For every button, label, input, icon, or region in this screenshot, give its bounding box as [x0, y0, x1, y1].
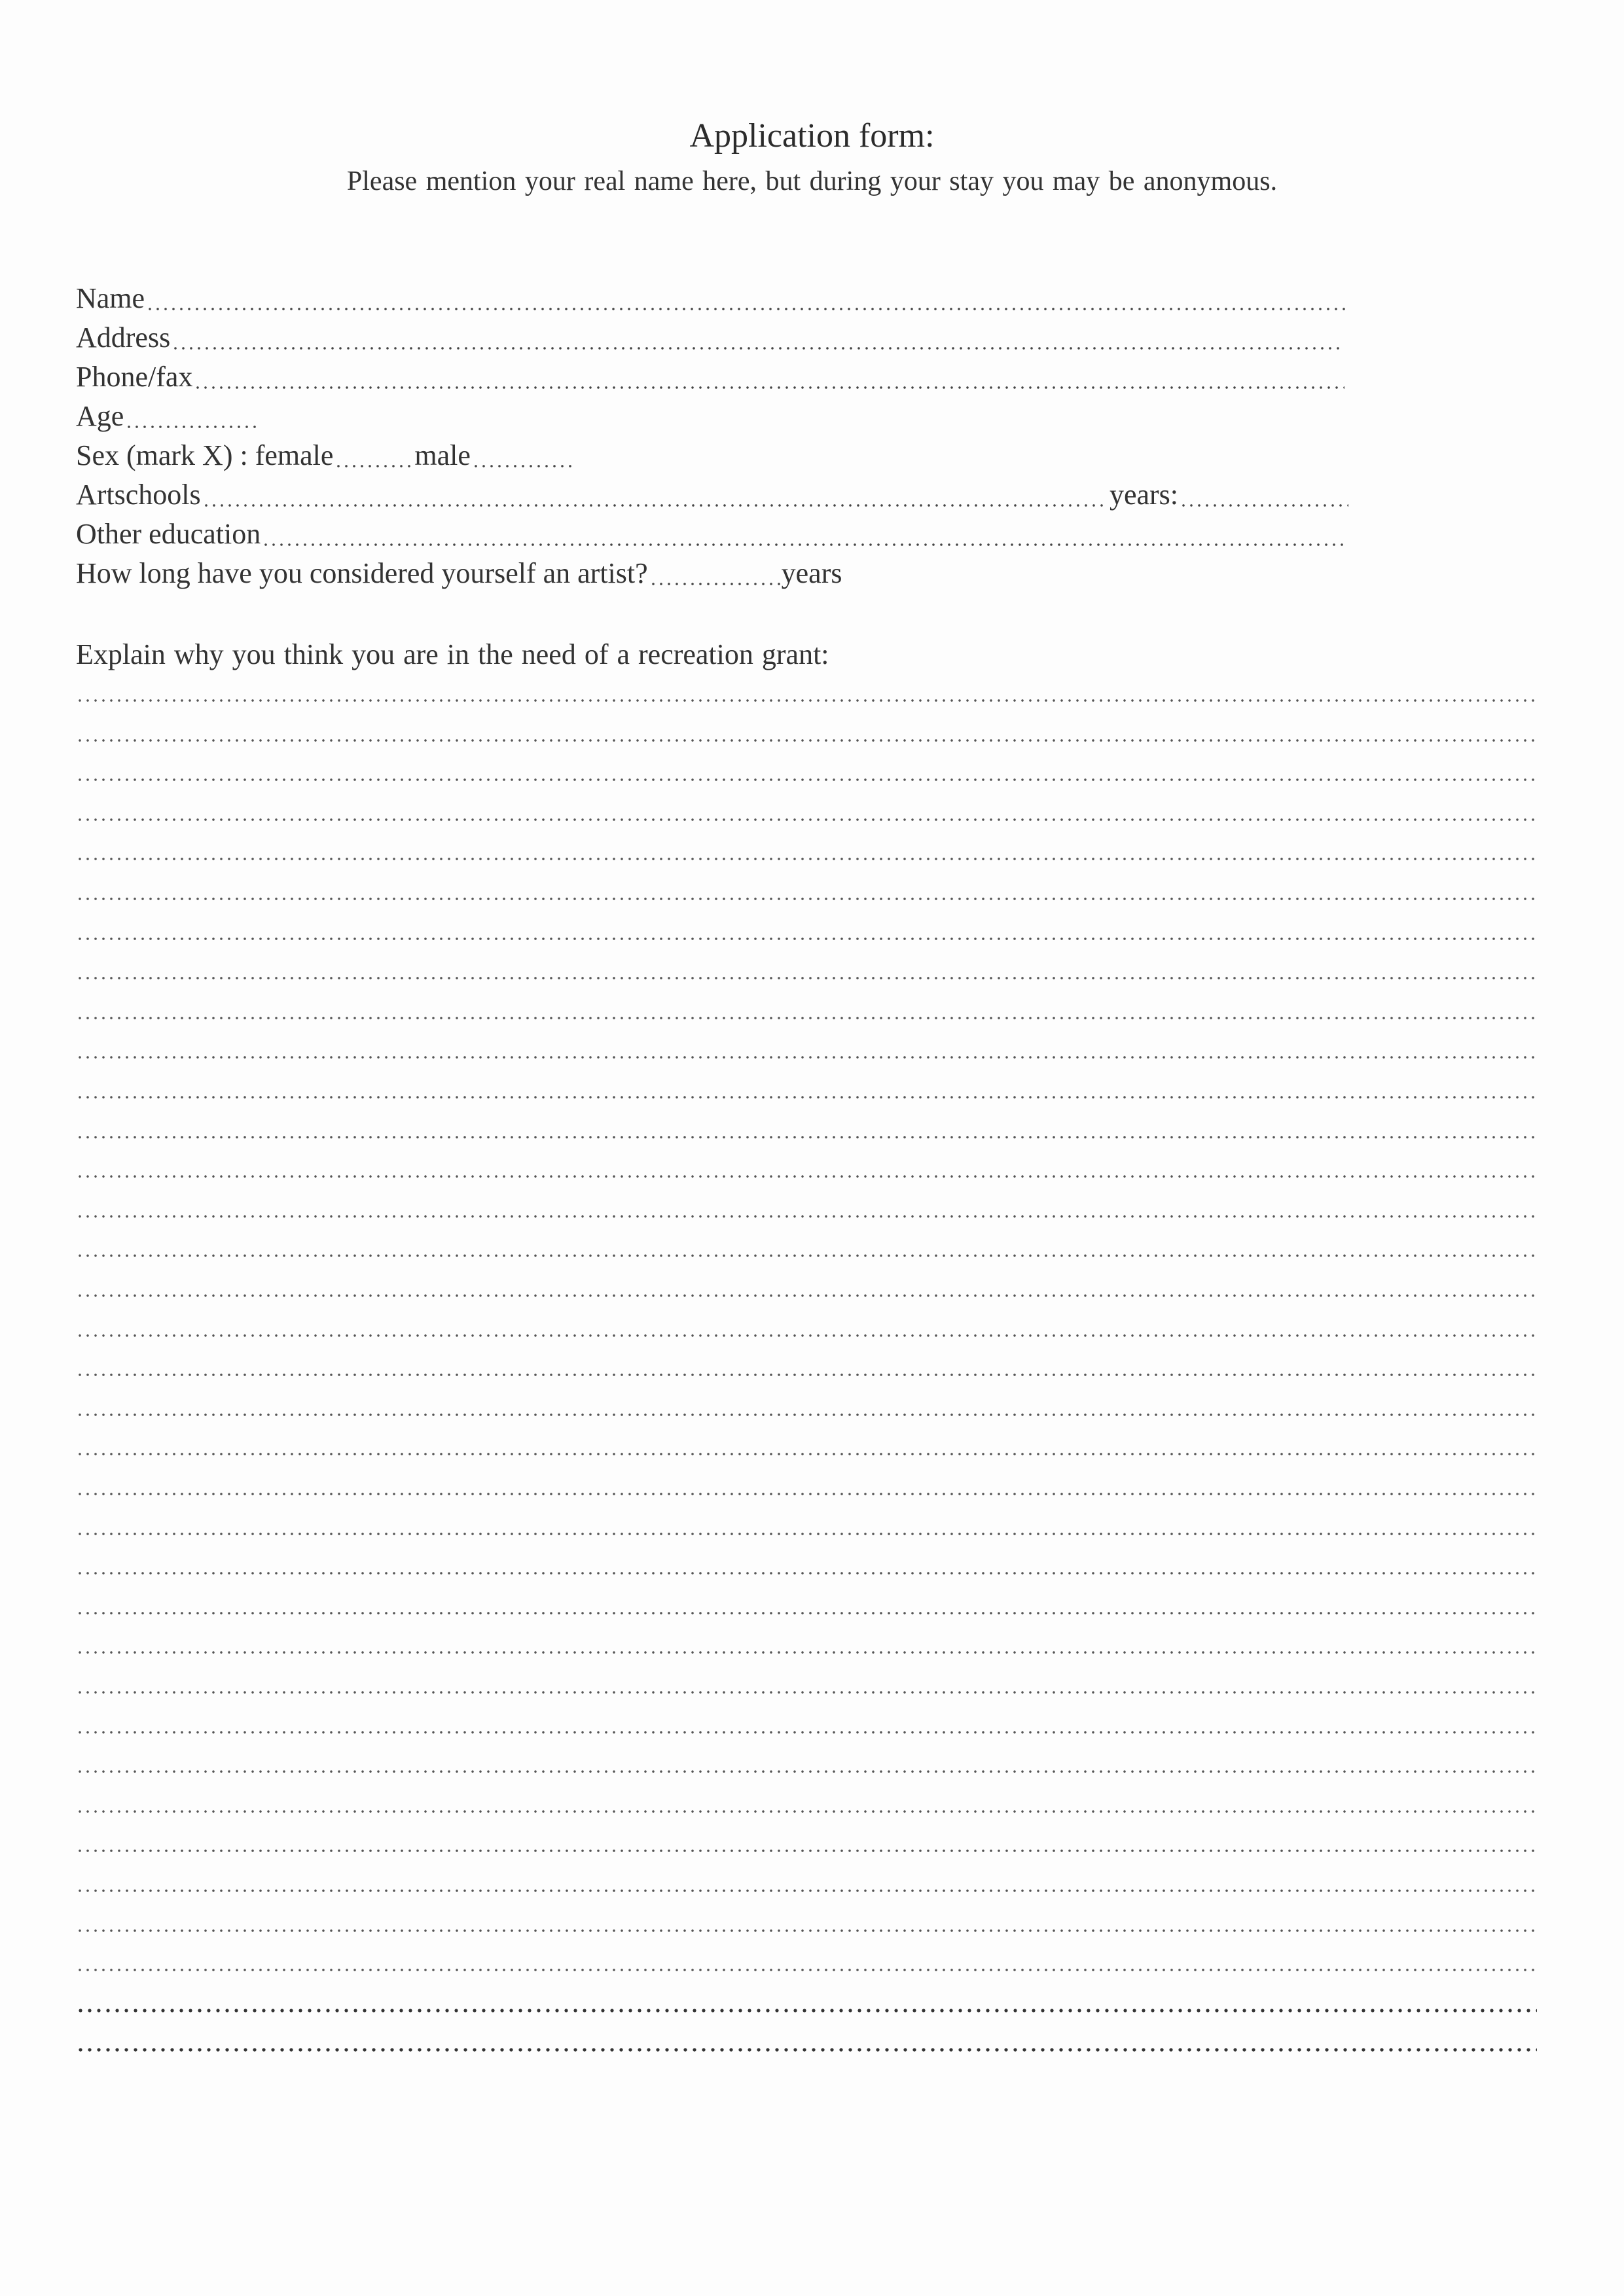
- address-field-row: [76, 319, 1346, 356]
- name-input-line[interactable]: [146, 308, 1347, 310]
- artschools-label: Artschools: [76, 479, 201, 511]
- explanation-line[interactable]: [76, 818, 1537, 821]
- sex-label: Sex (mark X) : female: [76, 439, 334, 471]
- explanation-line[interactable]: [76, 1215, 1537, 1218]
- other-education-field-row: [76, 516, 1350, 553]
- phone-input-line[interactable]: [194, 386, 1344, 389]
- sex-male-label: male: [414, 439, 471, 471]
- artist-duration-field-row: [76, 555, 842, 592]
- artist-question-label: How long have you considered yourself an artist?: [76, 557, 648, 589]
- explanation-line[interactable]: [76, 1572, 1537, 1575]
- other-education-label: Other education: [76, 518, 261, 550]
- sex-male-input-line[interactable]: [472, 465, 574, 467]
- explanation-line[interactable]: [76, 739, 1537, 742]
- explanation-line[interactable]: [76, 1493, 1537, 1495]
- artist-years-suffix: years: [781, 557, 842, 589]
- explanation-line[interactable]: [76, 1096, 1537, 1099]
- sex-field-row: [76, 437, 575, 474]
- name-label: Name: [76, 282, 145, 314]
- explanation-line[interactable]: [76, 858, 1537, 860]
- explanation-line[interactable]: [76, 1691, 1537, 1694]
- name-field-row: [76, 280, 1348, 317]
- explanation-line[interactable]: [76, 1136, 1537, 1139]
- explanation-line[interactable]: [76, 1969, 1537, 1971]
- artschools-years-input-line[interactable]: [1180, 504, 1348, 507]
- form-subtitle: Please mention your real name here, but during your stay you may be anonymous.: [346, 166, 1278, 196]
- address-input-line[interactable]: [171, 347, 1344, 350]
- explanation-line[interactable]: [76, 1334, 1537, 1337]
- explanation-line[interactable]: [76, 1533, 1537, 1535]
- age-input-line[interactable]: [125, 426, 259, 428]
- explanation-line[interactable]: [76, 1413, 1537, 1416]
- explanation-line[interactable]: [76, 1056, 1537, 1059]
- explanation-line[interactable]: [76, 1850, 1537, 1852]
- explanation-line[interactable]: [76, 2048, 1537, 2052]
- explanation-line[interactable]: [76, 1294, 1537, 1297]
- explanation-line[interactable]: [76, 1254, 1537, 1257]
- explanation-line[interactable]: [76, 898, 1537, 900]
- explanation-line[interactable]: [76, 1175, 1537, 1178]
- explanation-line[interactable]: [76, 2009, 1537, 2013]
- artschools-input-line[interactable]: [202, 504, 1108, 507]
- form-title: Application form:: [689, 117, 935, 155]
- explanation-line[interactable]: [76, 1612, 1537, 1614]
- artschools-field-row: [76, 477, 1350, 513]
- explanation-line[interactable]: [76, 1770, 1537, 1773]
- explanation-line[interactable]: [76, 1889, 1537, 1892]
- sex-female-input-line[interactable]: [334, 465, 413, 467]
- explanation-line[interactable]: [76, 1651, 1537, 1654]
- explanation-line[interactable]: [76, 1731, 1537, 1734]
- explanation-line[interactable]: [76, 699, 1537, 702]
- explanation-line[interactable]: [76, 1374, 1537, 1376]
- explanation-line[interactable]: [76, 1810, 1537, 1813]
- explanation-line[interactable]: [76, 1929, 1537, 1932]
- explanation-line[interactable]: [76, 778, 1537, 781]
- artist-years-input-line[interactable]: [649, 583, 780, 585]
- address-label: Address: [76, 321, 171, 354]
- explanation-line[interactable]: [76, 1453, 1537, 1455]
- explanation-label: Explain why you think you are in the need of a recreation grant:: [76, 638, 829, 670]
- explanation-line[interactable]: [76, 1017, 1537, 1019]
- phone-field-row: [76, 359, 1346, 395]
- artschools-years-label: years:: [1109, 479, 1178, 511]
- age-label: Age: [76, 400, 124, 432]
- phone-label: Phone/fax: [76, 361, 193, 393]
- age-field-row: [76, 398, 260, 435]
- explanation-line[interactable]: [76, 938, 1537, 940]
- other-education-input-line[interactable]: [262, 543, 1348, 546]
- explanation-line[interactable]: [76, 977, 1537, 979]
